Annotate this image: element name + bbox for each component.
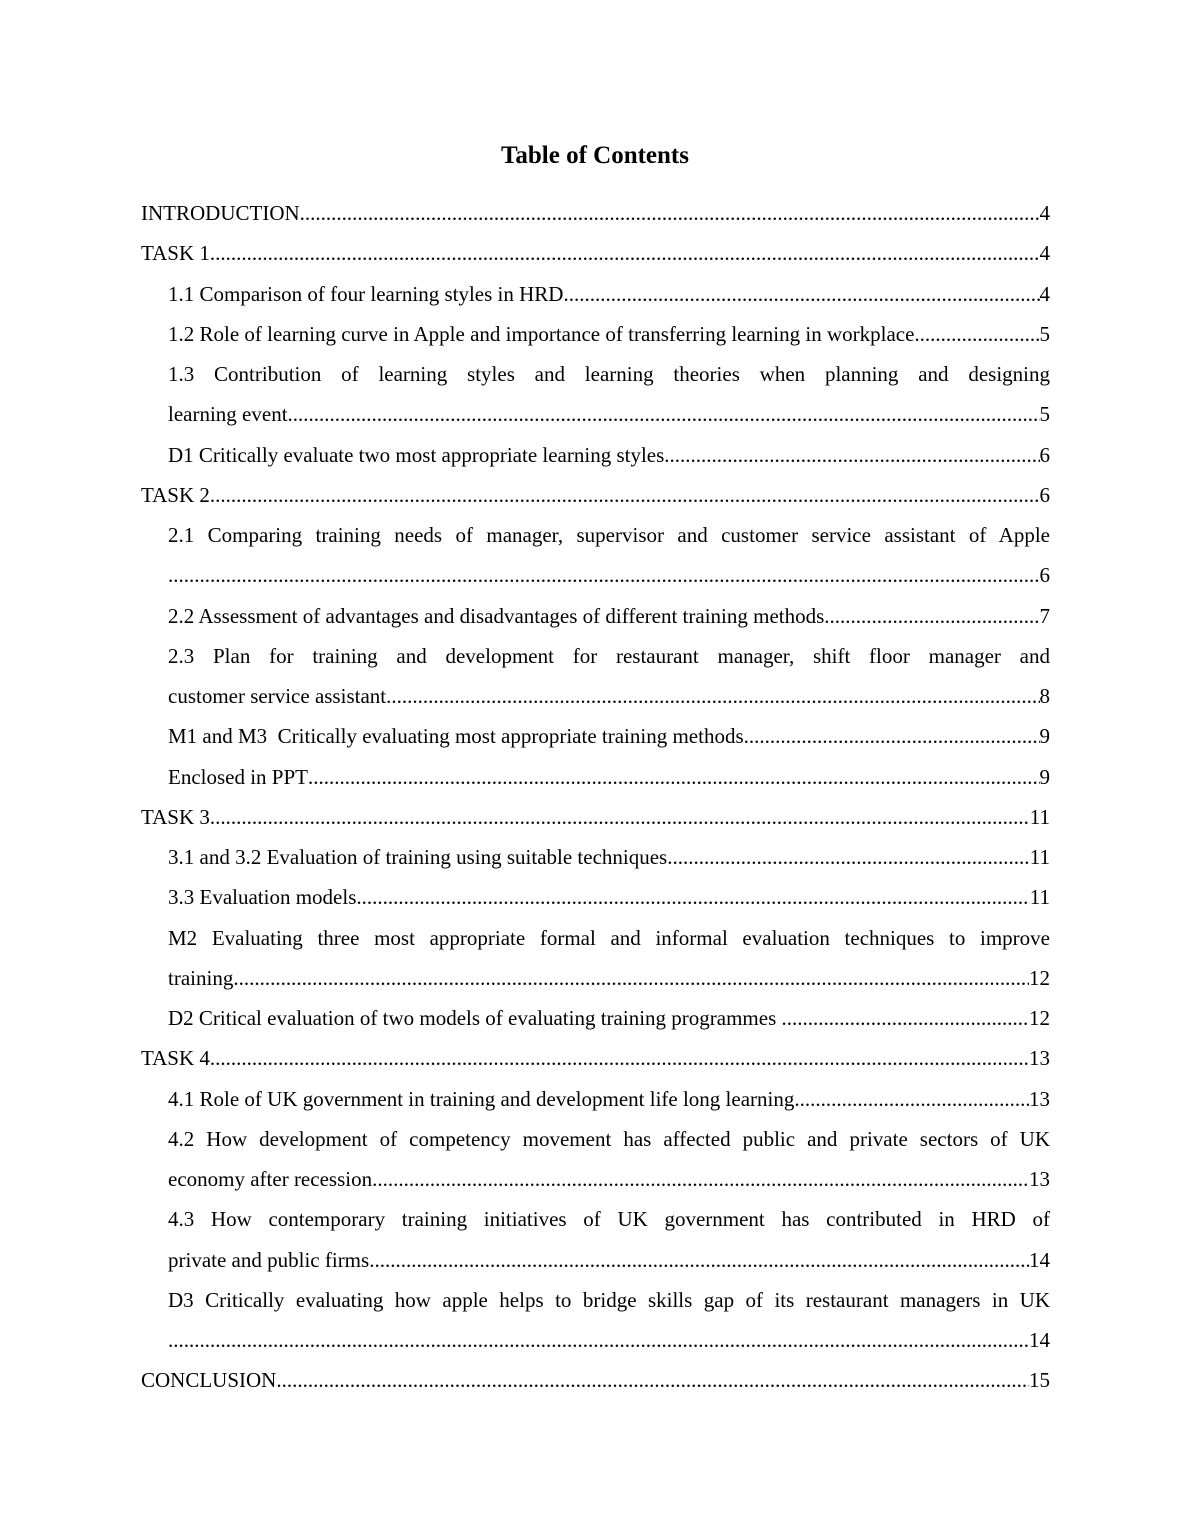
toc-entry[interactable] bbox=[141, 877, 1050, 917]
toc-entry-label: TASK 2 bbox=[141, 482, 210, 507]
toc-entry-label: D2 Critical evaluation of two models of evaluating training programmes bbox=[168, 1006, 782, 1030]
toc-entry[interactable] bbox=[141, 193, 1050, 233]
toc-entry-label: D1 Critically evaluate two most appropriate learning styles bbox=[168, 442, 665, 467]
dot-leader bbox=[210, 475, 1040, 515]
toc-page-number: 14 bbox=[1029, 1328, 1050, 1352]
toc-entry-label-line1: 1.3 Contribution of learning styles and learning theories when planning and designing bbox=[168, 362, 1050, 386]
toc-entry[interactable] bbox=[141, 1280, 1050, 1361]
toc-entry-label-line1: 2.3 Plan for training and development for restaurant manager, shift floor manager and bbox=[168, 643, 1050, 668]
toc-page-number: 4 bbox=[1039, 241, 1050, 266]
toc-entry[interactable] bbox=[141, 435, 1050, 475]
dot-leader bbox=[210, 1038, 1029, 1078]
toc-page-number: 13 bbox=[1029, 1046, 1050, 1071]
toc-page-number: 11 bbox=[1029, 845, 1050, 869]
dot-leader bbox=[288, 394, 1040, 434]
toc-entry-label: 1.1 Comparison of four learning styles in HRD bbox=[168, 281, 564, 306]
toc-entry-label: TASK 1 bbox=[141, 241, 210, 266]
toc-entry[interactable] bbox=[141, 918, 1050, 999]
toc-page-number: 12 bbox=[1029, 965, 1050, 990]
toc-page-number: 11 bbox=[1029, 804, 1050, 829]
toc-entry-label: INTRODUCTION bbox=[141, 201, 300, 225]
dot-leader bbox=[824, 596, 1039, 636]
toc-page-number: 13 bbox=[1029, 1086, 1050, 1111]
toc-entry-label: TASK 3 bbox=[141, 804, 210, 829]
toc-entry-label-line1: D3 Critically evaluating how apple helps to bridge skills gap of its restaurant managers in UK bbox=[168, 1287, 1050, 1312]
toc-entry-label: customer service assistant bbox=[168, 684, 387, 708]
toc-page-number: 8 bbox=[1039, 684, 1050, 708]
dot-leader bbox=[782, 998, 1029, 1038]
dot-leader bbox=[356, 877, 1029, 917]
toc-entry[interactable] bbox=[141, 475, 1050, 515]
toc-entry[interactable] bbox=[141, 1079, 1050, 1119]
toc-entry[interactable] bbox=[141, 515, 1050, 596]
dot-leader bbox=[210, 233, 1040, 273]
toc-entry[interactable] bbox=[141, 314, 1050, 354]
toc-page-number: 9 bbox=[1039, 724, 1050, 749]
dot-leader bbox=[372, 1159, 1029, 1199]
toc-entry[interactable] bbox=[141, 797, 1050, 837]
toc-page-number: 4 bbox=[1039, 281, 1050, 306]
dot-leader bbox=[168, 555, 1040, 595]
toc-entry[interactable] bbox=[141, 1199, 1050, 1280]
dot-leader bbox=[744, 716, 1040, 756]
dot-leader bbox=[276, 1360, 1029, 1400]
toc-page-number: 6 bbox=[1039, 482, 1050, 507]
toc-page-number: 4 bbox=[1039, 201, 1050, 225]
toc-entry-label: 1.2 Role of learning curve in Apple and importance of transferring learning in workplace bbox=[168, 321, 915, 346]
toc-title: Table of Contents bbox=[501, 142, 689, 169]
dot-leader bbox=[386, 676, 1039, 716]
toc-page-number: 11 bbox=[1029, 885, 1050, 910]
toc-entry[interactable] bbox=[141, 716, 1050, 756]
toc-entry[interactable] bbox=[141, 596, 1050, 636]
toc-entry[interactable] bbox=[141, 233, 1050, 273]
toc-entry[interactable] bbox=[141, 1360, 1050, 1400]
toc-page-number: 6 bbox=[1039, 442, 1050, 467]
toc-entry-label: M1 and M3 Critically evaluating most appropriate training methods bbox=[168, 724, 744, 749]
toc-entry-label: training bbox=[168, 965, 234, 990]
toc-entry[interactable] bbox=[141, 1038, 1050, 1078]
toc-page-number: 6 bbox=[1039, 563, 1050, 588]
toc-entry[interactable] bbox=[141, 1119, 1050, 1200]
dot-leader bbox=[168, 1320, 1029, 1360]
toc-entry[interactable] bbox=[141, 998, 1050, 1038]
dot-leader bbox=[667, 837, 1030, 877]
toc-page-number: 14 bbox=[1029, 1247, 1050, 1272]
table-of-contents bbox=[141, 193, 1050, 1401]
toc-entry-label-line1: M2 Evaluating three most appropriate formal and informal evaluation techniques to improve bbox=[168, 925, 1050, 950]
toc-entry[interactable] bbox=[141, 757, 1050, 797]
dot-leader bbox=[369, 1240, 1029, 1280]
toc-entry-label-line1: 4.2 How development of competency movement has affected public and private sectors of UK bbox=[168, 1126, 1050, 1151]
toc-page-number: 5 bbox=[1039, 321, 1050, 346]
dot-leader bbox=[308, 757, 1040, 797]
toc-entry[interactable] bbox=[141, 837, 1050, 877]
toc-page-number: 15 bbox=[1029, 1368, 1050, 1393]
toc-entry[interactable] bbox=[141, 354, 1050, 435]
toc-entry-label: private and public firms bbox=[168, 1247, 370, 1272]
toc-entry-label-line1: 2.1 Comparing training needs of manager, supervisor and customer service assistant of Apple bbox=[168, 523, 1050, 547]
toc-page-number: 9 bbox=[1039, 764, 1050, 789]
toc-page-number: 12 bbox=[1029, 1006, 1050, 1030]
toc-entry-label: CONCLUSION bbox=[141, 1368, 277, 1393]
toc-entry[interactable] bbox=[141, 636, 1050, 717]
toc-entry[interactable] bbox=[141, 274, 1050, 314]
toc-entry-label-line1: 4.3 How contemporary training initiatives of UK government has contributed in HRD of bbox=[168, 1207, 1050, 1232]
dot-leader bbox=[233, 958, 1029, 998]
toc-entry-label: 3.3 Evaluation models bbox=[168, 885, 357, 910]
toc-entry-label: Enclosed in PPT bbox=[168, 764, 308, 789]
dot-leader bbox=[300, 193, 1040, 233]
toc-entry-label: 4.1 Role of UK government in training and development life long learning bbox=[168, 1086, 795, 1111]
toc-entry-label: 2.2 Assessment of advantages and disadvantages of different training methods bbox=[168, 603, 825, 628]
toc-page-number: 7 bbox=[1039, 603, 1050, 628]
toc-page-number: 5 bbox=[1039, 402, 1050, 427]
toc-page-number: 13 bbox=[1029, 1167, 1050, 1191]
toc-entry-label: TASK 4 bbox=[141, 1046, 210, 1071]
dot-leader bbox=[563, 274, 1039, 314]
dot-leader bbox=[794, 1079, 1029, 1119]
dot-leader bbox=[210, 797, 1030, 837]
toc-entry-label: 3.1 and 3.2 Evaluation of training using suitable techniques bbox=[168, 845, 668, 869]
toc-entry-label: learning event bbox=[168, 402, 288, 427]
dot-leader bbox=[664, 435, 1039, 475]
toc-entry-label: economy after recession bbox=[168, 1167, 373, 1191]
dot-leader bbox=[914, 314, 1039, 354]
